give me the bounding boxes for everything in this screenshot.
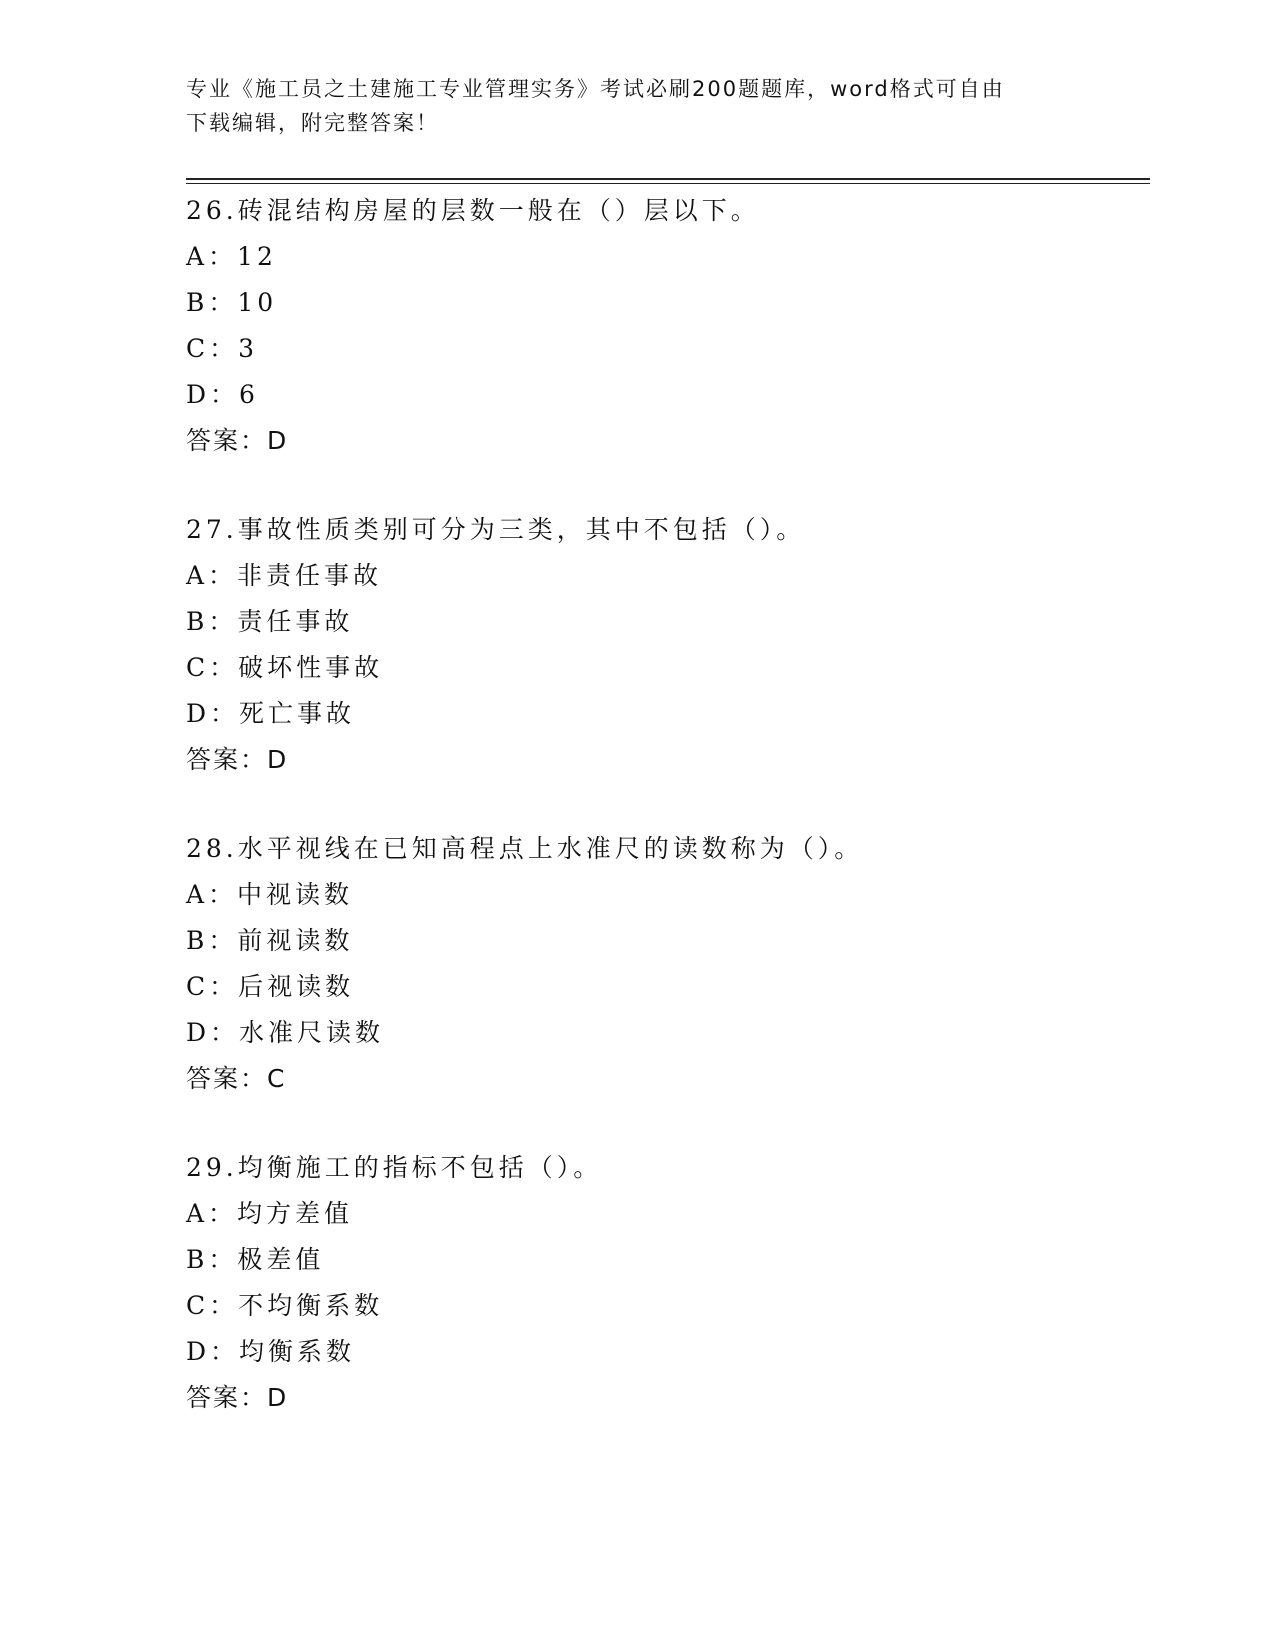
- document-header: [186, 72, 1086, 140]
- answer-label: 答案：D: [186, 1383, 289, 1412]
- option-a: A：均方差值: [186, 1199, 354, 1228]
- question-stem: 29.均衡施工的指标不包括（）。: [186, 1153, 603, 1182]
- answer-label: 答案：D: [186, 426, 289, 455]
- answer-label: 答案：C: [186, 1064, 287, 1093]
- option-b: B：10: [186, 288, 278, 317]
- question-29: [186, 1145, 1146, 1464]
- question-stem: 26.砖混结构房屋的层数一般在（）层以下。: [186, 196, 760, 225]
- header-line-2: 下载编辑，附完整答案！: [186, 111, 439, 135]
- option-c: C：不均衡系数: [186, 1291, 384, 1320]
- option-d: D：水准尺读数: [186, 1018, 385, 1047]
- header-divider-thin: [186, 183, 1150, 184]
- question-stem: 28.水平视线在已知高程点上水准尺的读数称为（）。: [186, 834, 864, 863]
- option-d: D：均衡系数: [186, 1337, 356, 1366]
- option-b: B：责任事故: [186, 607, 354, 636]
- option-d: D：6: [186, 380, 259, 409]
- option-a: A：非责任事故: [186, 561, 383, 590]
- question-26: [186, 188, 1146, 507]
- answer-label: 答案：D: [186, 745, 289, 774]
- option-a: A：12: [186, 242, 277, 271]
- option-a: A：中视读数: [186, 880, 354, 909]
- header-divider-thick: [186, 178, 1150, 180]
- option-d: D：死亡事故: [186, 699, 356, 728]
- option-c: C：后视读数: [186, 972, 355, 1001]
- question-28: [186, 826, 1146, 1145]
- question-stem: 27.事故性质类别可分为三类，其中不包括（）。: [186, 515, 806, 544]
- header-line-1: 专业《施工员之土建施工专业管理实务》考试必刷200题题库，word格式可自由: [186, 77, 1005, 101]
- option-b: B：前视读数: [186, 926, 354, 955]
- option-c: C：破坏性事故: [186, 653, 384, 682]
- question-list: [186, 188, 1146, 1464]
- option-b: B：极差值: [186, 1245, 325, 1274]
- option-c: C：3: [186, 334, 259, 363]
- question-27: [186, 507, 1146, 826]
